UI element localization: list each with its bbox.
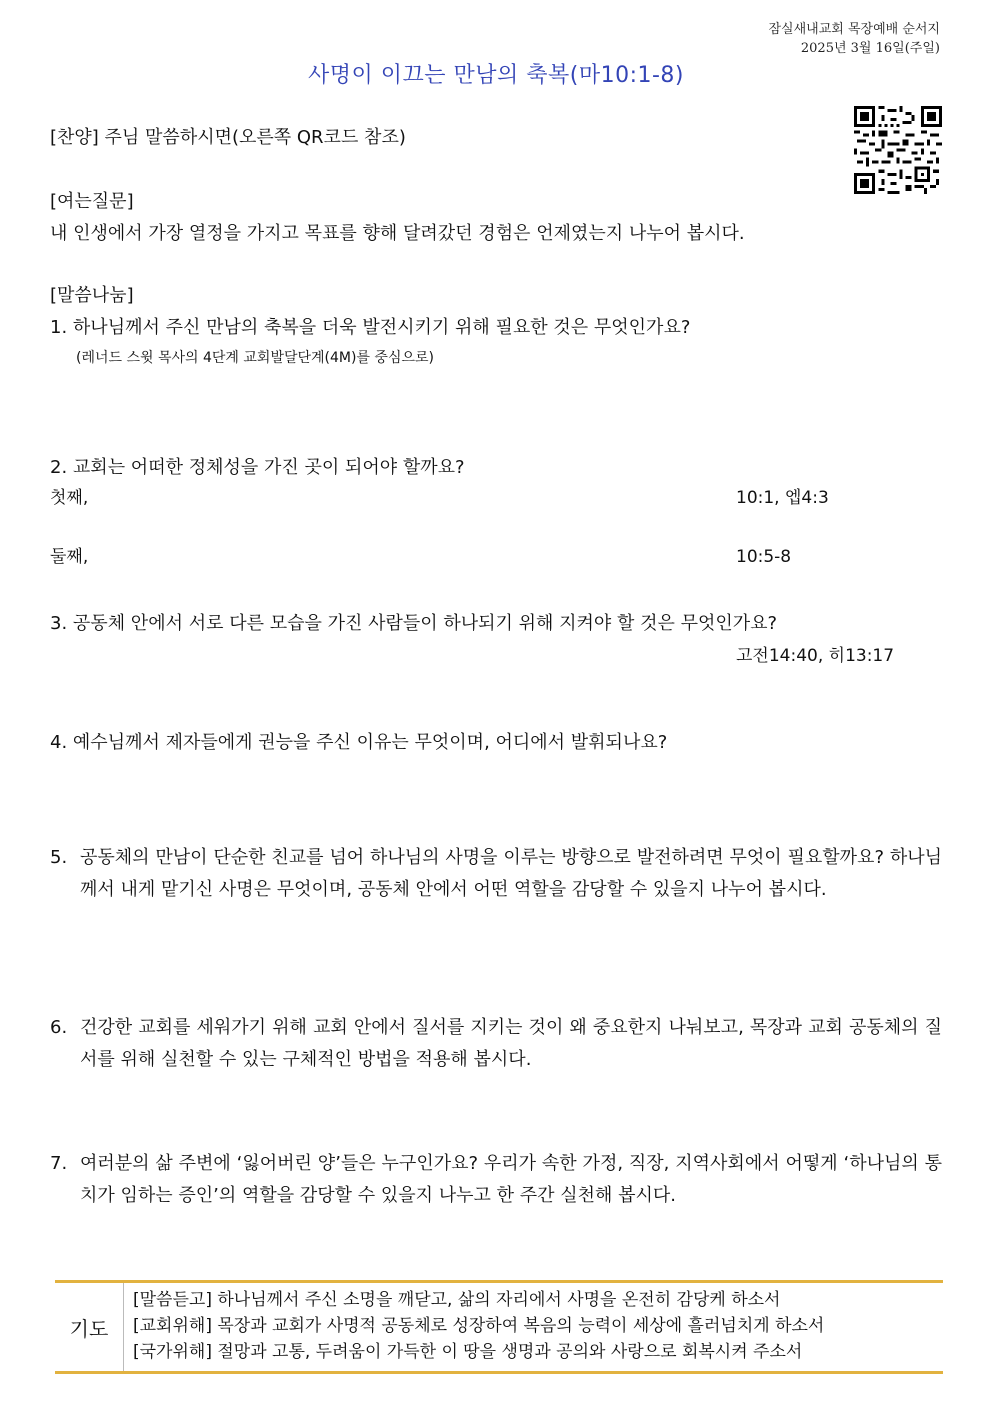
question-5 [50, 842, 942, 906]
document-header [768, 20, 940, 58]
question-2-text: 교회는 어떠한 정체성을 가진 곳이 되어야 할까요? [72, 457, 465, 478]
opening-heading: [여는질문] [50, 191, 134, 212]
question-7 [50, 1148, 942, 1212]
question-2-second-ref: 10:5-8 [736, 547, 792, 567]
header-date: 2025년 3월 16일(주일) [800, 41, 940, 56]
prayer-item-word: [말씀듣고] 하나님께서 주신 소명을 깨닫고, 삶의 자리에서 사명을 온전히 감당케 하소서 [133, 1290, 781, 1310]
question-4 [50, 731, 667, 755]
question-2-first-ref: 10:1, 엡4:3 [736, 488, 829, 508]
question-6-text: 건강한 교회를 세워가기 위해 교회 안에서 질서를 지키는 것이 왜 중요한지 나눠보고, 목장과 교회 공동체의 질서를 위해 실천할 수 있는 구체적인 방법을 적용해 봅시다. [80, 1017, 942, 1070]
prayer-list [133, 1287, 933, 1365]
question-6 [50, 1012, 942, 1076]
question-2 [50, 456, 465, 480]
page-title: 사명이 이끄는 만남의 축복(마10:1-8) [307, 63, 684, 88]
question-1 [50, 316, 690, 340]
question-7-number: 7. [50, 1153, 68, 1174]
hymn-line: [찬양] 주님 말씀하시면(오른쪽 QR코드 참조) [50, 127, 406, 148]
opening-question: 내 인생에서 가장 열정을 가지고 목표를 향해 달려갔던 경험은 언제였는지 나누어 봅시다. [50, 223, 745, 244]
question-6-number: 6. [50, 1017, 68, 1038]
sharing-heading: [말씀나눔] [50, 285, 134, 306]
question-4-number: 4. [50, 732, 68, 753]
prayer-item-nation: [국가위해] 절망과 고통, 두려움이 가득한 이 땅을 생명과 공의와 사랑으로 회복시켜 주소서 [133, 1342, 803, 1362]
question-5-text: 공동체의 만남이 단순한 친교를 넘어 하나님의 사명을 이루는 방향으로 발전하려면 무엇이 필요할까요? 하나님께서 내게 맡기신 사명은 무엇이며, 공동체 안에서 어떤 역할을 감당할 수 있을지 나누어 봅시다. [80, 847, 942, 900]
prayer-label: 기도 [55, 1283, 124, 1371]
prayer-box [55, 1280, 943, 1374]
question-5-number: 5. [50, 847, 68, 868]
question-1-text: 하나님께서 주신 만남의 축복을 더욱 발전시키기 위해 필요한 것은 무엇인가요? [72, 317, 691, 338]
question-2-number: 2. [50, 457, 68, 478]
question-3-ref: 고전14:40, 히13:17 [736, 646, 895, 666]
question-2-second-label: 둘째, [50, 547, 89, 567]
question-2-first-label: 첫째, [50, 488, 89, 508]
question-1-number: 1. [50, 317, 68, 338]
question-3-number: 3. [50, 613, 68, 634]
question-4-text: 예수님께서 제자들에게 권능을 주신 이유는 무엇이며, 어디에서 발휘되나요? [72, 732, 668, 753]
qr-code-icon[interactable] [854, 106, 942, 194]
prayer-item-church: [교회위해] 목장과 교회가 사명적 공동체로 성장하여 복음의 능력이 세상에 흘러넘치게 하소서 [133, 1316, 825, 1336]
question-1-note: (레너드 스윗 목사의 4단계 교회발달단계(4M)를 중심으로) [76, 350, 434, 366]
question-3-text: 공동체 안에서 서로 다른 모습을 가진 사람들이 하나되기 위해 지켜야 할 것은 무엇인가요? [72, 613, 778, 634]
question-3 [50, 612, 777, 636]
header-church: 잠실새내교회 목장예배 순서지 [768, 22, 940, 37]
question-7-text: 여러분의 삶 주변에 ‘잃어버린 양’들은 누구인가요? 우리가 속한 가정, 직장, 지역사회에서 어떻게 ‘하나님의 통치가 임하는 증인’의 역할을 감당할 수 있을지 나누고 한 주간 실천해 봅시다. [80, 1153, 942, 1206]
